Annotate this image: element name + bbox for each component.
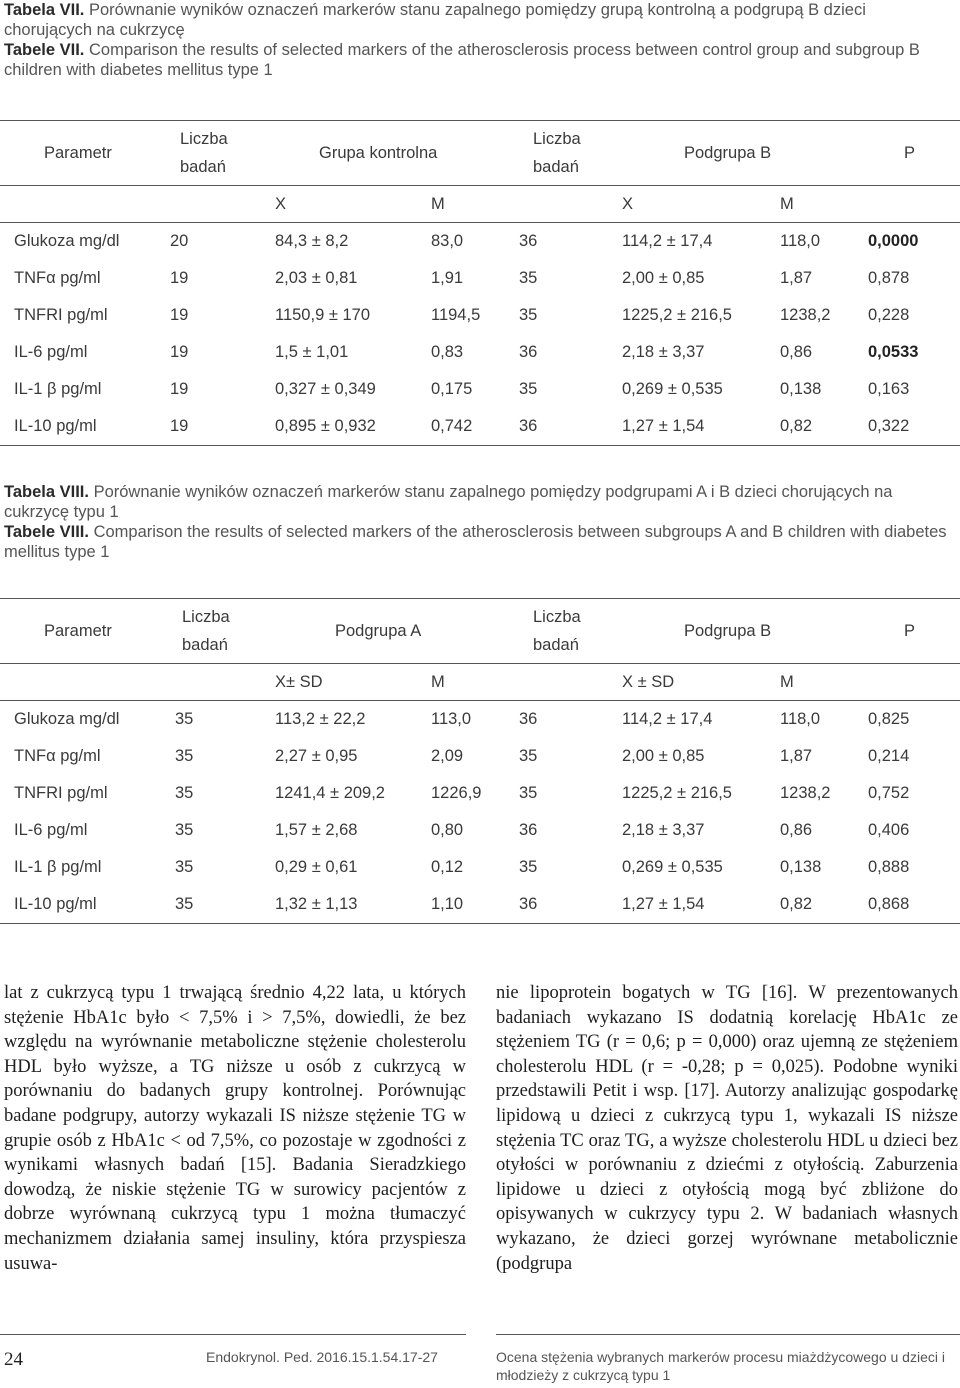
cell-m2: 0,86 [780, 821, 813, 839]
header-group-2: Podgrupa B [622, 599, 868, 664]
cell-x2: 1225,2 ± 216,5 [622, 784, 732, 802]
header-p: P [868, 599, 960, 664]
header-param: Parametr [0, 599, 168, 664]
cell-param: Glukoza mg/dl [14, 710, 120, 728]
cell-m1: 1,91 [431, 269, 464, 287]
cell-n1: 19 [168, 408, 271, 446]
table8-caption-pl: Porównanie wyników oznaczeń markerów stanu zapalnego pomiędzy podgrupami A i B dzieci chorujących na cukrzycę typu 1 [4, 483, 893, 521]
cell-n2: 35 [519, 784, 538, 802]
cell-m1: 2,09 [431, 747, 464, 765]
cell-p: 0,0000 [868, 232, 919, 250]
page-number: 24 [4, 1349, 23, 1370]
table8 [0, 598, 960, 924]
sub-x-2: X [622, 186, 780, 223]
table-row [0, 849, 960, 886]
header-group-2: Podgrupa B [622, 121, 868, 186]
cell-n2: 35 [519, 269, 538, 287]
table8-caption [4, 482, 958, 562]
cell-param: TNFRI pg/ml [14, 306, 108, 324]
cell-n1: 35 [175, 784, 194, 802]
cell-param: Glukoza mg/dl [14, 232, 120, 250]
cell-p: 0,878 [868, 269, 910, 287]
sub-m-1: M [431, 186, 519, 223]
cell-m1: 0,80 [431, 821, 464, 839]
cell-param: IL-1 β pg/ml [14, 858, 102, 876]
cell-x1: 1,32 ± 1,13 [271, 886, 431, 924]
cell-m1: 0,83 [431, 343, 464, 361]
table-row [0, 408, 960, 446]
cell-n1: 19 [170, 380, 189, 398]
cell-x1: 0,327 ± 0,349 [275, 380, 376, 398]
cell-p: 0,214 [868, 747, 910, 765]
table-row [0, 812, 960, 849]
cell-n2: 35 [519, 747, 538, 765]
cell-x2: 2,18 ± 3,37 [622, 821, 705, 839]
cell-m2: 0,82 [780, 408, 868, 446]
cell-p: 0,752 [868, 784, 910, 802]
body-column-left: lat z cukrzycą typu 1 trwającą średnio 4,22 lata, u których stężenie HbA1c było < 7,5% i > 7,5%, dowiedli, że bez względu na wyrównanie metaboliczne stężenie cholesterolu HDL było wyższe, a TG niższe u osób z cukrzycą w porównaniu do badanych grupy kontrolnej. Porównując badane podgrupy, autorzy wykazali IS niższe stężenie TG w grupie osób z HbA1c < od 7,5%, co pozostaje w zgodności z wynikami własnych badań [15]. Badania Sieradzkiego dowodzą, że niskie stężenie TG w surowicy pacjentów z dobrze wyrównaną cukrzycą typu 1 można tłumaczyć mechanizmem działania samej insuliny, która przyspiesza usuwa- [4, 983, 466, 1274]
cell-m2: 0,86 [780, 343, 813, 361]
table-row [0, 775, 960, 812]
table-row [0, 738, 960, 775]
cell-x2: 1225,2 ± 216,5 [622, 306, 732, 324]
table-row [0, 297, 960, 334]
cell-m1: 1,10 [431, 886, 519, 924]
cell-m1: 83,0 [431, 232, 464, 250]
cell-m1: 0,175 [431, 380, 473, 398]
cell-p: 0,825 [868, 710, 910, 728]
cell-m2: 0,82 [780, 886, 868, 924]
cell-p: 0,228 [868, 306, 910, 324]
cell-x1: 1,5 ± 1,01 [275, 343, 349, 361]
cell-p: 0,868 [868, 886, 960, 924]
footer-rule-left [0, 1334, 466, 1335]
table8-caption-en: Comparison the results of selected markers of the atherosclerosis between subgroups A and B children with diabetes mellitus type 1 [4, 523, 947, 561]
table-row [0, 334, 960, 371]
table7-caption-en: Comparison the results of selected markers of the atherosclerosis process between control group and subgroup B children with diabetes mellitus type 1 [4, 41, 920, 79]
cell-n2: 36 [519, 886, 622, 924]
footer-rule-right [496, 1334, 960, 1335]
cell-p: 0,0533 [868, 343, 919, 361]
header-count-2: Liczba badań [519, 599, 622, 664]
header-count-1: Liczba badań [168, 121, 271, 186]
cell-m2: 1238,2 [780, 784, 831, 802]
table8-subheader-row [0, 664, 960, 701]
cell-m1: 1226,9 [431, 784, 482, 802]
table-row [0, 223, 960, 261]
table7-header-row [0, 121, 960, 186]
cell-m1: 0,12 [431, 858, 464, 876]
sub-x-1: X± SD [271, 664, 431, 701]
cell-param: IL-10 pg/ml [0, 886, 168, 924]
cell-m2: 118,0 [780, 710, 821, 728]
cell-x2: 2,18 ± 3,37 [622, 343, 705, 361]
cell-x1: 2,03 ± 0,81 [275, 269, 358, 287]
cell-n1: 19 [170, 269, 189, 287]
cell-m2: 0,138 [780, 380, 822, 398]
cell-n1: 19 [170, 343, 189, 361]
cell-x2: 1,27 ± 1,54 [622, 886, 780, 924]
cell-n1: 35 [175, 821, 194, 839]
cell-p: 0,406 [868, 821, 910, 839]
cell-param: TNFRI pg/ml [14, 784, 108, 802]
cell-m2: 1238,2 [780, 306, 831, 324]
cell-n2: 35 [519, 858, 538, 876]
cell-x1: 84,3 ± 8,2 [275, 232, 349, 250]
cell-x2: 0,269 ± 0,535 [622, 380, 723, 398]
cell-n2: 36 [519, 408, 622, 446]
cell-n1: 20 [170, 232, 189, 250]
sub-x-1: X [271, 186, 431, 223]
cell-param: TNFα pg/ml [14, 747, 101, 765]
header-p: P [868, 121, 960, 186]
cell-p: 0,322 [868, 408, 960, 446]
table7-subheader-row [0, 186, 960, 223]
table-row [0, 371, 960, 408]
sub-m-2: M [780, 664, 868, 701]
table-row [0, 886, 960, 924]
table7-caption-en-label: Tabele VII. [4, 41, 85, 59]
cell-param: TNFα pg/ml [14, 269, 101, 287]
cell-x2: 114,2 ± 17,4 [622, 232, 713, 250]
table7-caption-pl: Porównanie wyników oznaczeń markerów stanu zapalnego pomiędzy grupą kontrolną a podgrupą B dzieci chorujących na cukrzycę [4, 1, 866, 39]
cell-x2: 2,00 ± 0,85 [622, 747, 705, 765]
cell-n1: 35 [168, 886, 271, 924]
cell-n2: 35 [519, 380, 538, 398]
cell-x1: 0,29 ± 0,61 [275, 858, 358, 876]
cell-m2: 1,87 [780, 747, 813, 765]
cell-n2: 35 [519, 306, 538, 324]
cell-param: IL-6 pg/ml [14, 343, 88, 361]
table7-caption [4, 0, 958, 80]
table-row [0, 260, 960, 297]
cell-m2: 118,0 [780, 232, 821, 250]
cell-n2: 36 [519, 232, 538, 250]
cell-p: 0,888 [868, 858, 910, 876]
cell-m2: 1,87 [780, 269, 813, 287]
cell-x1: 1,57 ± 2,68 [275, 821, 358, 839]
header-group-1: Grupa kontrolna [271, 121, 519, 186]
cell-param: IL-10 pg/ml [0, 408, 168, 446]
cell-x1: 0,895 ± 0,932 [271, 408, 431, 446]
cell-x1: 113,2 ± 22,2 [275, 710, 366, 728]
cell-n1: 35 [175, 858, 194, 876]
header-param: Parametr [0, 121, 168, 186]
table8-header-row [0, 599, 960, 664]
table7 [0, 120, 960, 446]
cell-n1: 19 [170, 306, 189, 324]
running-title: Ocena stężenia wybranych markerów procesu miażdżycowego u dzieci i młodzieży z cukrzycą typu 1 [496, 1349, 945, 1383]
table8-caption-pl-label: Tabela VIII. [4, 483, 89, 501]
cell-m1: 113,0 [431, 710, 472, 728]
cell-n2: 36 [519, 343, 538, 361]
cell-m1: 0,742 [431, 408, 519, 446]
cell-n2: 36 [519, 821, 538, 839]
cell-param: IL-1 β pg/ml [14, 380, 102, 398]
cell-m1: 1194,5 [431, 306, 481, 324]
cell-x2: 0,269 ± 0,535 [622, 858, 723, 876]
cell-m2: 0,138 [780, 858, 822, 876]
body-column-right: nie lipoprotein bogatych w TG [16]. W prezentowanych badaniach wykazano IS dodatnią korelację HbA1c ze stężeniem TG (r = 0,6; p = 0,000) oraz ujemną ze stężeniem cholesterolu HDL (r = -0,28; p = 0,025). Podobne wyniki przedstawili Petit i wsp. [17]. Autorzy analizując gospodarkę lipidową u dzieci z cukrzycą typu 1, wykazali IS niższe stężenia TC oraz TG, a wyższe cholesterolu HDL u dzieci bez otyłości w porównaniu z dziećmi z otyłością. Zaburzenia lipidowe u dzieci z otyłością mogą być zbliżone do opisywanych w cukrzycy typu 2. W badaniach własnych wykazano, że dzieci gorzej wyrównane metabolicznie (podgrupa [496, 983, 958, 1274]
cell-x2: 114,2 ± 17,4 [622, 710, 713, 728]
table-row [0, 701, 960, 739]
cell-x1: 1150,9 ± 170 [275, 306, 370, 324]
cell-x1: 2,27 ± 0,95 [275, 747, 358, 765]
header-count-2: Liczba badań [519, 121, 622, 186]
header-count-1: Liczba badań [168, 599, 271, 664]
cell-x2: 2,00 ± 0,85 [622, 269, 705, 287]
sub-m-1: M [431, 664, 519, 701]
sub-m-2: M [780, 186, 868, 223]
cell-n2: 36 [519, 710, 538, 728]
cell-n1: 35 [175, 747, 194, 765]
header-group-1: Podgrupa A [271, 599, 519, 664]
table7-caption-pl-label: Tabela VII. [4, 1, 85, 19]
table8-caption-en-label: Tabele VIII. [4, 523, 89, 541]
cell-p: 0,163 [868, 380, 910, 398]
cell-param: IL-6 pg/ml [14, 821, 88, 839]
cell-x1: 1241,4 ± 209,2 [275, 784, 385, 802]
cell-n1: 35 [175, 710, 194, 728]
sub-x-2: X ± SD [622, 664, 780, 701]
cell-x2: 1,27 ± 1,54 [622, 408, 780, 446]
journal-citation: Endokrynol. Ped. 2016.15.1.54.17-27 [206, 1349, 438, 1365]
